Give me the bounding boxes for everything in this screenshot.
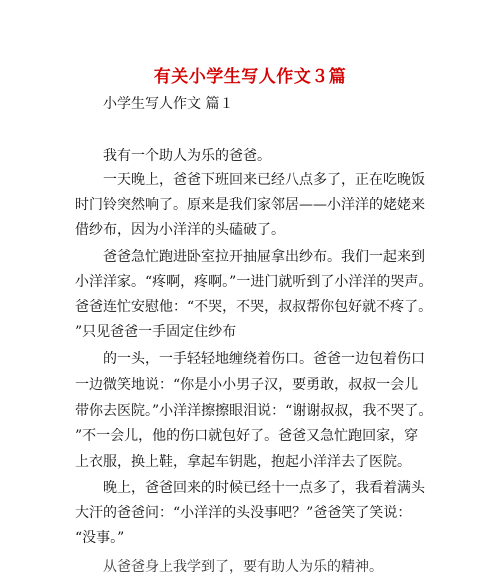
paragraph-line: ”只见爸爸一手固定住纱布 xyxy=(75,324,237,340)
paragraph-line: 小洋洋家。“疼啊，疼啊。”一进门就听到了小洋洋的哭声。 xyxy=(75,274,433,290)
paragraph-line: ”不一会儿，他的伤口就包好了。爸爸又急忙跑回家，穿 xyxy=(75,428,419,444)
document-subtitle: 小学生写人作文 篇１ xyxy=(103,96,234,112)
document-title: 有关小学生写人作文３篇 xyxy=(153,67,347,87)
paragraph-line: 时门铃突然响了。原来是我们家邻居——小洋洋的姥姥来 xyxy=(75,197,425,213)
paragraph-line: 一边微笑地说：“你是小小男子汉，要勇敢，叔叔一会儿 xyxy=(75,377,419,393)
paragraph-line: 的一头，一手轻轻地缠绕着伤口。爸爸一边包着伤口 xyxy=(103,351,425,367)
paragraph-line: 爸爸连忙安慰他：“不哭，不哭，叔叔帮你包好就不疼了。 xyxy=(75,299,433,315)
paragraph-line: 大汗的爸爸问：“小洋洋的头没事吧？”爸爸笑了笑说： xyxy=(75,505,412,521)
paragraph-line: “没事。” xyxy=(75,530,125,546)
paragraph-line: 上衣服，换上鞋，拿起车钥匙，抱起小洋洋去了医院。 xyxy=(75,454,411,470)
paragraph-line: 带你去医院。”小洋洋擦擦眼泪说：“谢谢叔叔，我不哭了。 xyxy=(75,403,433,419)
paragraph-line: 一天晚上，爸爸下班回来已经八点多了，正在吃晚饭 xyxy=(103,172,425,188)
paragraph-line: 爸爸急忙跑进卧室拉开抽屉拿出纱布。我们一起来到 xyxy=(103,249,425,265)
partial-line-clip xyxy=(103,557,433,575)
paragraph-line: 借纱布，因为小洋洋的头磕破了。 xyxy=(75,222,285,238)
paragraph-line: 晚上，爸爸回来的时候已经十一点多了，我看着满头 xyxy=(103,480,425,496)
paragraph-line-partial: 从爸爸身上我学到了，要有助人为乐的精神。 xyxy=(103,559,383,575)
paragraph-line: 我有一个助人为乐的爸爸。 xyxy=(103,148,271,164)
